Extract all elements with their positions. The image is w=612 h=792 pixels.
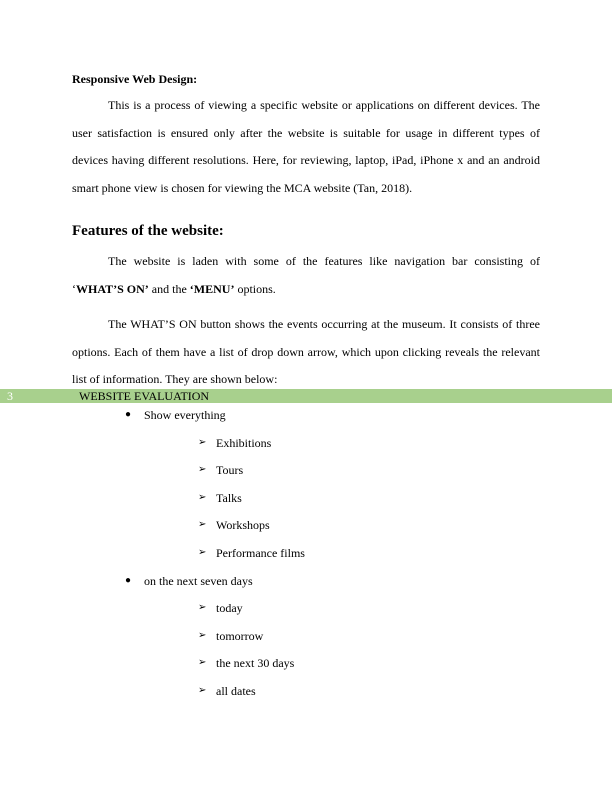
list-item: Tours [216, 463, 244, 477]
list-item: Exhibitions [216, 436, 272, 450]
paragraph-features [72, 248, 540, 303]
features-text-end: options. [234, 281, 276, 296]
features-bold-menu: ‘MENU’ [189, 281, 235, 296]
features-bold-whatson: WHAT’S ON’ [76, 281, 149, 296]
arrow-bullet-icon: ➢ [198, 630, 207, 641]
arrow-bullet-icon: ➢ [198, 437, 207, 448]
arrow-bullet-icon: ➢ [198, 519, 207, 530]
paragraph-features-text [72, 248, 540, 303]
section-heading-features: Features of the website: [72, 223, 224, 239]
bullet-icon: ● [125, 409, 132, 420]
arrow-bullet-icon: ➢ [198, 685, 207, 696]
list-bullet-next-seven-days: on the next seven days [144, 574, 253, 588]
list-item: Performance films [216, 546, 305, 560]
list-item: the next 30 days [216, 656, 295, 670]
list-item: tomorrow [216, 629, 264, 643]
paragraph-responsive-text: This is a process of viewing a specific website or applications on different devices. The user satisfaction is ensured only after the website is suitable for usage in different types of devices having different resolutions. Here, for reviewing, laptop, iPad, iPhone x and an android smart phone view is chosen for viewing the MCA website (Tan, 2018). [72, 98, 540, 195]
paragraph-whatson-text: The WHAT’S ON button shows the events occurring at the museum. It consists of three options. Each of them have a list of drop down arrow, which upon clicking reveals the relevant list of information. They are shown below: [72, 317, 540, 387]
running-title: WEBSITE EVALUATION [79, 389, 210, 403]
paragraph-whatson [72, 311, 540, 394]
arrow-bullet-icon: ➢ [198, 657, 207, 668]
page-header-band [0, 389, 612, 403]
list-item: all dates [216, 684, 256, 698]
list-item: today [216, 601, 243, 615]
page-number: 3 [7, 389, 13, 403]
arrow-bullet-icon: ➢ [198, 492, 207, 503]
list-item: Workshops [216, 518, 270, 532]
features-text-start: The website is laden with some of the features like navigation bar consisting of ‘ [72, 254, 540, 296]
arrow-bullet-icon: ➢ [198, 547, 207, 558]
features-text-mid: and the [148, 281, 190, 296]
bullet-icon: ● [125, 575, 132, 586]
list-bullet-show-everything: Show everything [144, 408, 226, 422]
section-heading-responsive: Responsive Web Design: [72, 72, 198, 86]
arrow-bullet-icon: ➢ [198, 602, 207, 613]
paragraph-responsive [72, 92, 540, 202]
arrow-bullet-icon: ➢ [198, 464, 207, 475]
list-item: Talks [216, 491, 242, 505]
